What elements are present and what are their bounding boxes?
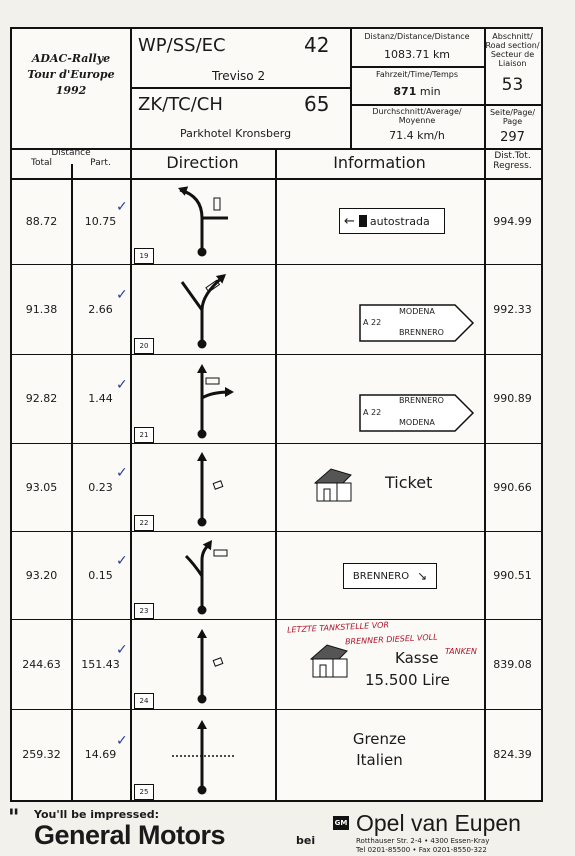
section-value: 53	[501, 75, 524, 95]
regress-distance: 990.89	[493, 392, 532, 405]
part-distance: 151.43	[81, 657, 120, 671]
rally-line-1: ADAC-Rallye	[31, 52, 111, 65]
gm-logo-icon: GM	[333, 816, 349, 830]
toll-booth-icon	[311, 465, 357, 509]
autostrada-sign	[339, 208, 445, 234]
instruction-number: 25	[134, 784, 154, 800]
total-distance: 92.82	[25, 392, 58, 405]
control-code: ZK/TC/CH	[138, 94, 223, 115]
checkmark-icon: ✓	[116, 465, 128, 481]
arrow-left-icon: ←	[344, 213, 355, 229]
regress-distance: 824.39	[493, 748, 532, 761]
instruction-number: 21	[134, 427, 154, 443]
checkmark-icon: ✓	[116, 287, 128, 303]
rally-line-3: 1992	[55, 84, 87, 97]
page-value: 297	[500, 130, 525, 145]
distance-heading: Distance	[51, 148, 91, 158]
checkmark-icon: ✓	[116, 199, 128, 215]
autostrada-icon	[359, 215, 367, 227]
table-row	[12, 709, 541, 801]
quote-mark-icon: "	[8, 806, 20, 831]
dealer-name: Opel van Eupen	[356, 810, 521, 836]
handwritten-note-2: BRENNER DIESEL VOLL	[344, 632, 438, 647]
sign-road: A 22	[363, 408, 382, 417]
time-block	[350, 85, 484, 98]
country-label: Italien	[356, 751, 403, 769]
header-block	[12, 29, 541, 150]
page-label	[484, 108, 541, 126]
instruction-number: 19	[134, 248, 154, 264]
dealer-address: Rotthauser Str. 2-4 • 4300 Essen-Kray	[356, 837, 490, 845]
table-row	[12, 178, 541, 265]
section-label-3: Secteur de	[490, 50, 535, 59]
total-distance: 88.72	[25, 214, 58, 228]
average-label-1: Durchschnitt/Average/	[372, 107, 462, 116]
distance-value: 1083.71 km	[383, 48, 451, 61]
checkmark-icon: ✓	[116, 376, 128, 393]
time-unit: min	[419, 85, 441, 98]
sign-line-c: BRENNERO	[399, 328, 444, 337]
regress-distance: 990.66	[493, 480, 532, 494]
table-row	[12, 531, 541, 620]
total-heading: Total	[30, 158, 53, 168]
part-distance: 2.66	[88, 302, 113, 316]
place-1: Treviso 2	[212, 69, 266, 83]
information-heading: Information	[333, 153, 426, 172]
total-distance: 93.20	[25, 568, 58, 582]
autostrada-label: autostrada	[369, 214, 430, 228]
information-cell	[275, 531, 484, 619]
roadbook-page	[10, 27, 543, 802]
average-label	[350, 107, 484, 125]
checkmark-icon: ✓	[116, 642, 128, 658]
part-distance: 14.69	[84, 748, 117, 761]
instruction-number: 24	[134, 693, 154, 709]
information-cell	[275, 178, 484, 264]
control-number: 65	[304, 92, 330, 116]
place-2: Parkhotel Kronsberg	[180, 127, 292, 140]
kasse-label: Kasse	[395, 649, 439, 667]
toll-booth-icon	[307, 641, 353, 685]
time-label: Fahrzeit/Time/Temps	[375, 70, 459, 79]
rally-title	[12, 51, 130, 99]
ticket-label: Ticket	[385, 473, 433, 492]
footer-brand: General Motors	[34, 820, 226, 850]
part-distance: 1.44	[88, 392, 113, 405]
footer-tagline: You'll be impressed:	[34, 808, 160, 821]
instruction-number: 22	[134, 515, 154, 531]
average-label-2: Moyenne	[398, 116, 436, 125]
total-distance: 93.05	[25, 480, 58, 494]
stage-number: 42	[304, 33, 330, 57]
border-label: Grenze	[352, 730, 407, 748]
toll-price: 15.500 Lire	[365, 671, 450, 689]
regress-heading	[484, 151, 541, 181]
sign-line-a: BRENNERO	[399, 396, 444, 405]
stage-code: WP/SS/EC	[138, 35, 226, 56]
handwritten-note-1: LETZTE TANKSTELLE VOR	[286, 620, 390, 635]
section-label-1: Abschnitt/	[492, 32, 533, 41]
table-row	[12, 354, 541, 444]
dealer-phone: Tel 0201-85500 • Fax 0201-8550-322	[356, 846, 487, 854]
information-cell	[275, 354, 484, 443]
part-distance: 0.23	[88, 480, 113, 494]
table-row	[12, 619, 541, 710]
arrow-down-right-icon: ↘	[417, 569, 428, 583]
regress-distance: 990.51	[493, 568, 532, 582]
section-label-4: Liaison	[498, 59, 527, 68]
total-distance: 244.63	[22, 657, 61, 671]
part-heading: Part.	[90, 158, 111, 168]
direction-heading: Direction	[166, 153, 239, 172]
section-label-2: Road section/	[485, 41, 540, 50]
sign-line-c: MODENA	[399, 418, 435, 427]
footer-ad	[0, 802, 575, 856]
instruction-number: 20	[134, 338, 154, 354]
information-cell	[275, 709, 484, 800]
sign-line-a: MODENA	[399, 307, 435, 316]
page-label-1: Seite/Page/	[489, 108, 536, 117]
distance-label: Distanz/Distance/Distance	[364, 32, 470, 41]
regress-distance: 994.99	[493, 214, 532, 228]
total-distance: 259.32	[22, 748, 61, 761]
part-distance: 0.15	[88, 568, 113, 582]
regress-distance: 992.33	[493, 302, 532, 316]
checkmark-icon: ✓	[116, 553, 128, 569]
checkmark-icon: ✓	[116, 732, 128, 749]
brennero-label: BRENNERO	[352, 570, 410, 582]
information-cell	[275, 619, 484, 709]
total-distance: 91.38	[25, 302, 58, 316]
section-label	[484, 32, 541, 68]
sign-road: A 22	[363, 318, 382, 327]
instruction-number: 23	[134, 603, 154, 619]
footer-bei: bei	[296, 834, 316, 847]
regress-heading-2: Regress.	[493, 161, 532, 171]
handwritten-note-3: TANKEN	[445, 647, 477, 656]
brennero-sign	[343, 563, 437, 589]
time-value: 871	[393, 85, 417, 98]
part-distance: 10.75	[84, 214, 117, 228]
page-label-2: Page	[502, 117, 523, 126]
information-cell	[275, 443, 484, 531]
rally-line-2: Tour d'Europe	[27, 68, 115, 81]
regress-heading-1: Dist.Tot.	[494, 151, 531, 161]
average-value: 71.4 km/h	[389, 129, 445, 142]
regress-distance: 839.08	[493, 657, 532, 671]
information-cell	[275, 264, 484, 354]
table-row	[12, 264, 541, 355]
border-info	[275, 729, 484, 771]
table-row	[12, 443, 541, 532]
